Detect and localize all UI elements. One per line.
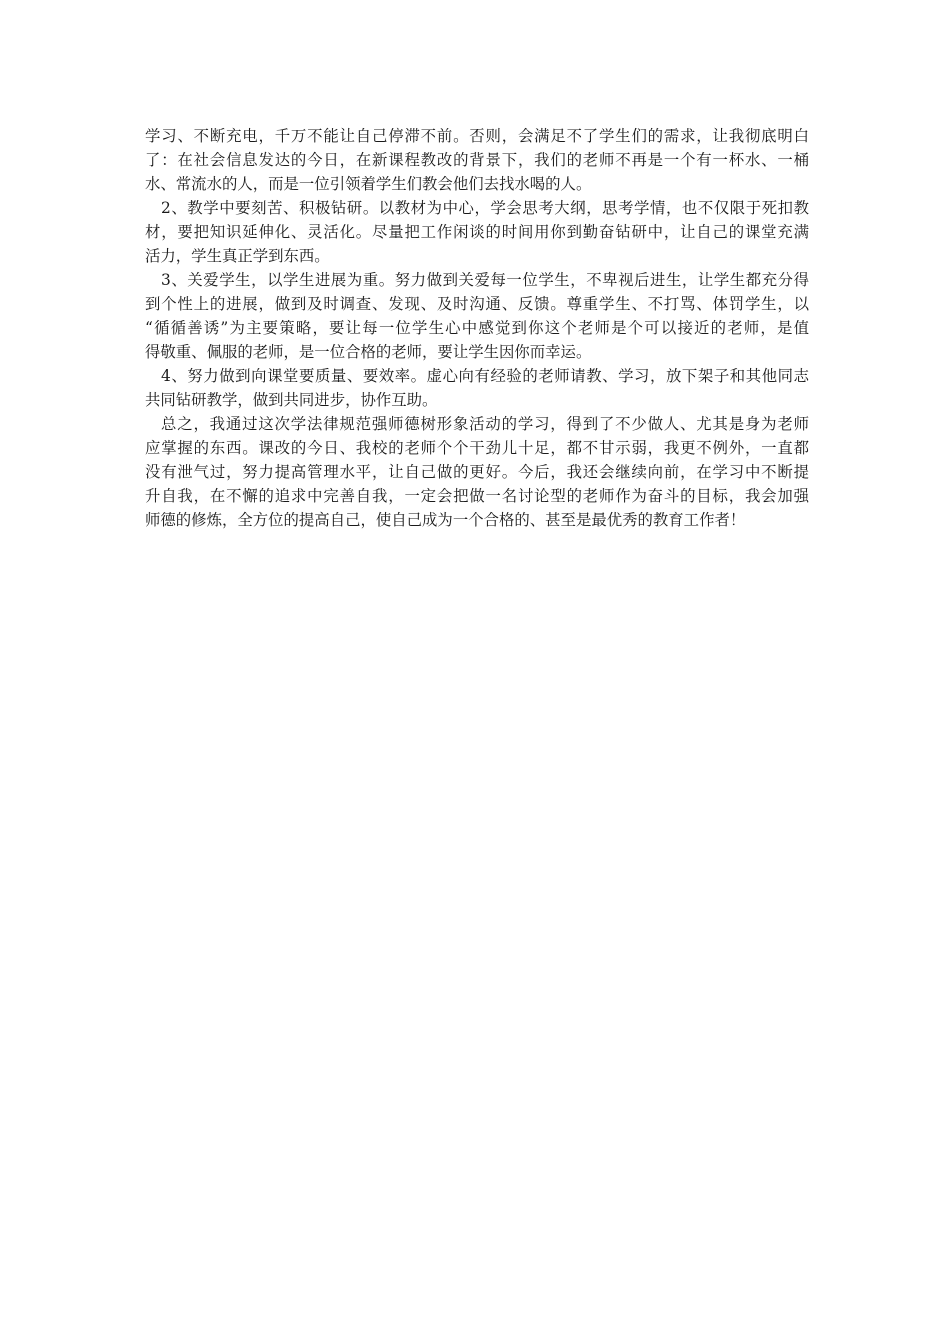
text-line: 共同钻研教学，做到共同进步，协作互助。 [145,391,438,409]
text-line: 没有泄气过，努力提高管理水平，让自己做的更好。今后，我还会继续向前，在学习中不断提 [145,463,809,481]
text-line: 水、常流水的人，而是一位引领着学生们教会他们去找水喝的人。 [145,175,592,193]
text-line: 4、努力做到向课堂要质量、要效率。虚心向有经验的老师请教、学习，放下架子和其他同志 [161,367,809,385]
text-line: 应掌握的东西。课改的今日、我校的老师个个干劲儿十足，都不甘示弱，我更不例外，一直都 [145,439,809,457]
text-line: 了：在社会信息发达的今日，在新课程教改的背景下，我们的老师不再是一个有一杯水、一桶 [145,151,809,169]
text-line: 升自我，在不懈的追求中完善自我，一定会把做一名讨论型的老师作为奋斗的目标，我会加强 [145,487,809,505]
text-line: 学习、不断充电，千万不能让自己停滞不前。否则，会满足不了学生们的需求，让我彻底明白 [145,127,809,145]
text-line: 3、关爱学生，以学生进展为重。努力做到关爱每一位学生，不卑视后进生，让学生都充分得 [161,271,809,289]
text-line: 活力，学生真正学到东西。 [145,247,330,265]
text-line: 材，要把知识延伸化、灵活化。尽量把工作闲谈的时间用你到勤奋钻研中，让自己的课堂充满 [145,223,809,241]
text-line: 总之，我通过这次学法律规范强师德树形象活动的学习，得到了不少做人、尤其是身为老师 [161,415,809,433]
text-line: 到个性上的进展，做到及时调查、发现、及时沟通、反馈。尊重学生、不打骂、体罚学生，以 [145,295,809,313]
text-line: 2、教学中要刻苦、积极钻研。以教材为中心，学会思考大纲，思考学情，也不仅限于死扣教 [161,199,809,217]
text-line: 得敬重、佩服的老师，是一位合格的老师，要让学生因你而幸运。 [145,343,592,361]
document-body [145,124,809,532]
text-line: 师德的修炼，全方位的提高自己，使自己成为一个合格的、甚至是最优秀的教育工作者！ [145,511,746,529]
text-line: “循循善诱”为主要策略，要让每一位学生心中感觉到你这个老师是个可以接近的老师，是值 [145,319,809,337]
